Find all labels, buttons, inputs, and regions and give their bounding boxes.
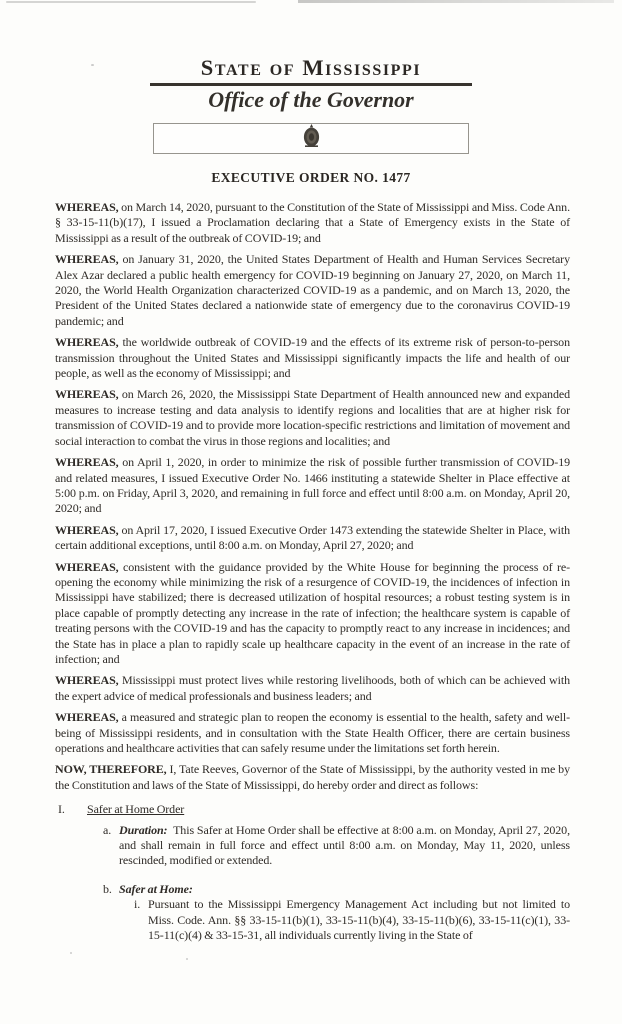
section-heading: Safer at Home Order [87,802,185,817]
paragraph-lead: WHEREAS, [55,559,119,574]
whereas-paragraph-7 [55,560,570,668]
section-1 [55,802,570,943]
state-title: State of Mississippi [200,55,422,80]
whereas-paragraph-2 [55,252,570,329]
header-rule [150,83,472,86]
paragraph-text: Mississippi must protect lives while restoring livelihoods, both of which can be achieved with the expert advice of medical professionals and business leaders; and [55,673,570,703]
section-roman-numeral: I. [58,802,65,817]
scan-speck [186,958,188,960]
subitem-i [134,897,570,943]
now-therefore-paragraph [55,762,570,793]
subitem-i-label: i. [134,897,141,912]
paragraph-text: on March 26, 2020, the Mississippi State Department of Health announced new and expanded measures to increase testing and data analysis to identify regions and localities that are at higher risk for transmission of COVID-19 and to provide more location-specific restrictions and limitation of movement and social interaction to combat the virus in those regions and localities; and [55,387,570,448]
letterhead [0,0,622,186]
paragraph-lead: WHEREAS, [55,710,119,725]
item-b-label: b. [103,881,112,896]
paragraph-lead: WHEREAS, [55,522,119,537]
subitem-i-text: Pursuant to the Mississippi Emergency Management Act including but not limited to Miss. Code. Ann. §§ 33-15-11(b)(1), 33-15-11(b)(4), 33-15-11(b)(6), 33-15-11(c)(1), 33-15-11(c)(4) & 33-15-31, all individuals currently living in the State of [148,897,570,943]
paragraph-lead: WHEREAS, [55,387,119,402]
item-a-label: a. [103,822,112,837]
section-1-heading-row [55,802,570,817]
scan-streak [298,0,614,3]
item-a [103,823,570,869]
paragraph-text: the worldwide outbreak of COVID-19 and the effects of its extreme risk of person-to-person transmission throughout the United States and Mississippi significantly impacts the life and health of our people, as well as the economy of Mississippi; and [55,335,570,381]
paragraph-lead: WHEREAS, [55,200,119,214]
item-b [103,882,570,944]
paragraph-text: on March 14, 2020, pursuant to the Constitution of the State of Mississippi and Miss. Code Ann. § 33-15-11(b)(17), I issued a Proclamation declaring that a State of Emergency exists in the State of Mississippi as a result of the outbreak of COVID-19; and [55,200,570,245]
office-subtitle: Office of the Governor [208,86,414,112]
item-b-subitems [134,897,570,943]
item-a-lead: Duration: [119,822,168,837]
paragraph-text: I, Tate Reeves, Governor of the State of Mississippi, by the authority vested in me by the Constitution and laws of the State of Mississippi, do hereby order and direct as follows: [55,762,570,792]
order-number-title: EXECUTIVE ORDER NO. 1477 [211,170,411,185]
paragraph-lead: WHEREAS, [55,455,119,470]
paragraph-text: on April 17, 2020, I issued Executive Order 1473 extending the statewide Shelter in Place, with certain additional exceptions, until 8:00 a.m. on Monday, April 27, 2020; and [55,522,570,553]
scan-speck [70,952,72,954]
whereas-paragraph-1 [55,200,570,246]
order-body [55,200,570,943]
paragraph-text: on January 31, 2020, the United States Department of Health and Human Services Secretary Alex Azar declared a public health emergency for COVID-19 beginning on January 27, 2020, on March 11, 2020, the World Health Organization characterized COVID-19 as a pandemic, and on March 13, 2020, the President of the United States declared a nationwide state of emergency due to the coronavirus COVID-19 pandemic; and [55,252,570,328]
item-a-text [119,823,570,869]
paragraph-lead: WHEREAS, [55,252,119,267]
paragraph-lead: WHEREAS, [55,335,119,350]
whereas-paragraph-4 [55,387,570,449]
state-seal-icon [303,124,320,153]
paragraph-lead: NOW, THEREFORE, [55,762,167,777]
whereas-paragraph-3 [55,335,570,381]
whereas-paragraph-6 [55,523,570,554]
section-1-items [103,823,570,944]
item-a-body: This Safer at Home Order shall be effective at 8:00 a.m. on Monday, April 27, 2020, and shall remain in full force and effect until 8:00 a.m. on Monday, May 11, 2020, unless rescinded, modified or extended. [119,822,570,868]
whereas-paragraph-9 [55,710,570,756]
paragraph-text: a measured and strategic plan to reopen the economy is essential to the health, safety and well-being of Mississippi residents, and in consultation with the State Health Officer, there are certain business operations and healthcare activities that can safely resume under the limitations set forth herein. [55,710,570,755]
paragraph-text: on April 1, 2020, in order to minimize the risk of possible further transmission of COVID-19 and related measures, I issued Executive Order No. 1466 instituting a statewide Shelter in Place effective at 5:00 p.m. on Friday, April 3, 2020, and remaining in full force and effect until 8:00 a.m. on Monday, April 20, 2020; and [55,455,570,516]
paragraph-lead: WHEREAS, [55,673,119,688]
seal-box [153,123,469,154]
item-b-text [119,882,570,944]
item-b-lead: Safer at Home: [119,881,193,896]
paragraph-text: consistent with the guidance provided by the White House for beginning the process of re-opening the economy while minimizing the risk of a resurgence of COVID-19, the incidences of infection in Mississippi have stabilized; there is decreased utilization of hospital resources; a robust testing system is in place capable of promptly detecting any increase in the rate of infection; the healthcare system is capable of treating persons with the COVID-19 and has the capacity to promptly react to any increase in incidences; and the State has in place a plan to rapidly scale up healthcare capacity in the event of an increase in the rate of infection; and [55,559,570,666]
scan-streak [6,1,256,3]
scan-speck [91,64,94,66]
whereas-paragraph-5 [55,455,570,517]
whereas-paragraph-8 [55,673,570,704]
